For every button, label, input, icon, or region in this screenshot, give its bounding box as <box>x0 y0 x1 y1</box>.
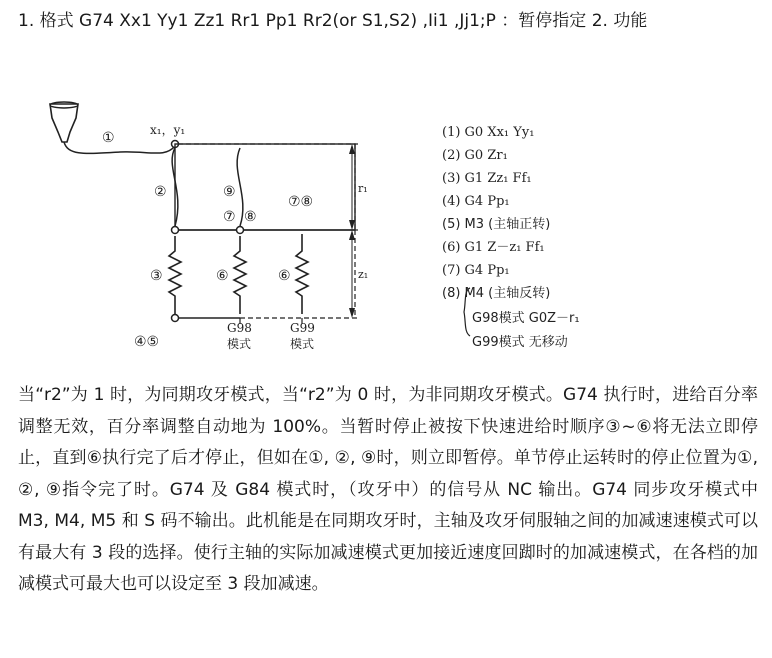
r-level-box <box>175 144 355 230</box>
spring-6b <box>296 234 308 314</box>
tool-icon <box>50 104 78 142</box>
step-4: (4) G4 Pp₁ <box>442 194 510 209</box>
label-g98: G98 <box>227 321 252 335</box>
diagram-svg <box>40 96 640 366</box>
label-mode-99: 模式 <box>290 337 315 351</box>
step-list <box>442 125 580 350</box>
label-c8: ⑧ <box>244 209 257 225</box>
description-paragraph: 当“r2”为 1 时，为同期攻牙模式，当“r2”为 0 时，为非同期攻牙模式。G74 执行时，进给百分率调整无效，百分率调整自动地为 100%。当暂时停止被按下快速进给时顺序③~⑥将无法立即停止，直到⑥执行完了后才停止，但如在①, ②, ⑨时，则立即暂停。单节停止运转时的停止位置为①, ②, ⑨指令完了时。G74 及 G84 模式时，（攻牙中）的信号从 NC 输出。G74 同步攻牙模式中 M3, M4, M5 和 S 码不输出。此机能是在同期攻牙时，主轴及攻牙伺服轴之间的加减速速模式可以有最大有 3 段的选择。使行主轴的实际加减速模式更加接近速度回踋时的加减速模式，在各档的加减模式可最大也可以设定至 3 段加减速。 <box>18 385 758 594</box>
r-point-1 <box>172 227 179 234</box>
label-c2: ② <box>154 184 167 200</box>
step-2: (2) G0 Zr₁ <box>442 148 508 163</box>
step-8-g98: G98模式 G0Z－r₁ <box>472 311 580 326</box>
label-c6a: ⑥ <box>216 268 229 284</box>
label-c78: ⑦⑧ <box>288 194 314 210</box>
label-c1: ① <box>102 130 115 146</box>
label-mode-98: 模式 <box>227 337 252 351</box>
label-c6b: ⑥ <box>278 268 291 284</box>
label-c7: ⑦ <box>223 209 236 225</box>
label-r: r₁ <box>358 182 368 195</box>
step-5: (5) M3 (主轴正转) <box>442 217 551 232</box>
step-8-g99: G99模式 无移动 <box>472 335 568 350</box>
label-c9: ⑨ <box>223 184 236 200</box>
g74-cycle-diagram <box>40 96 640 370</box>
label-point: x₁，y₁ <box>150 123 186 137</box>
step-8: (8) M4 (主轴反转) <box>442 286 551 301</box>
spring-6a <box>234 236 246 314</box>
tool-top <box>50 102 78 108</box>
path-9 <box>237 148 243 226</box>
label-z: z₁ <box>358 268 369 281</box>
step-3: (3) G1 Zz₁ Ff₁ <box>442 171 532 186</box>
format-heading: 1. 格式 G74 Xx1 Yy1 Zz1 Rr1 Pp1 Rr2(or S1,S2) ,Ii1 ,Jj1;P ：暂停指定 2. 功能 <box>18 11 648 31</box>
r-point-2 <box>237 227 244 234</box>
label-c3: ③ <box>150 268 163 284</box>
bottom-point <box>172 315 179 322</box>
step-1: (1) G0 Xx₁ Yy₁ <box>442 125 535 140</box>
label-c45: ④⑤ <box>134 334 160 350</box>
label-g99: G99 <box>290 321 315 335</box>
spring-3 <box>169 236 181 314</box>
step-7: (7) G4 Pp₁ <box>442 263 510 278</box>
step-6: (6) G1 Z－z₁ Ff₁ <box>442 240 545 255</box>
rapid-path-1 <box>64 142 175 153</box>
